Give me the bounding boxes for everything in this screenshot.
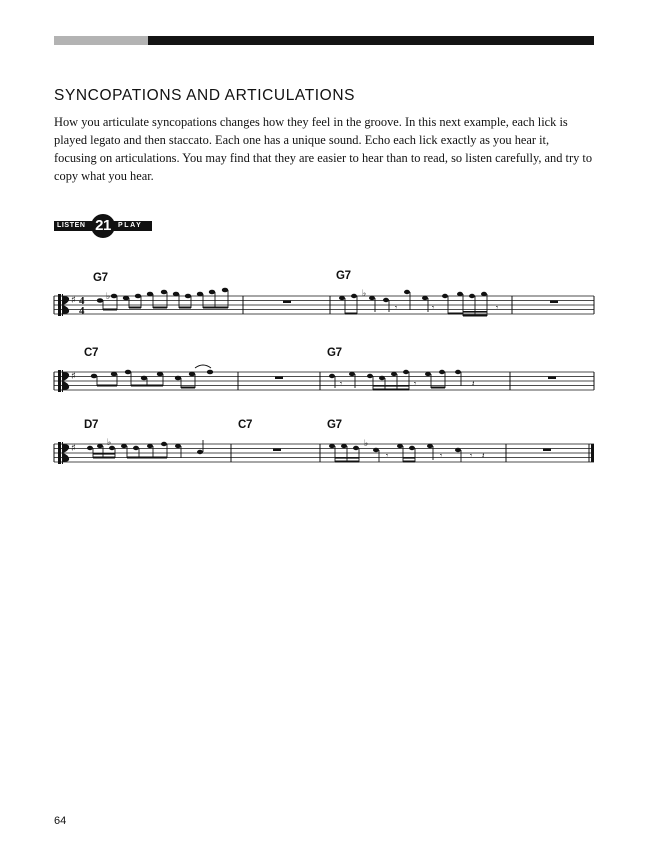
svg-text:♭: ♭: [106, 292, 111, 302]
svg-text:𝄾: 𝄾: [432, 303, 435, 312]
note-group: [329, 370, 475, 391]
clef-icon: [58, 294, 69, 464]
svg-text:𝄾: 𝄾: [440, 451, 443, 460]
svg-text:𝄾: 𝄾: [340, 379, 343, 388]
svg-text:4: 4: [79, 295, 85, 307]
svg-text:♯: ♯: [71, 371, 76, 382]
svg-text:𝄾: 𝄾: [496, 303, 499, 312]
svg-text:𝄽: 𝄽: [472, 379, 475, 388]
chord-symbol: G7: [93, 272, 108, 284]
chord-symbol: G7: [327, 347, 342, 359]
listen-label: LISTEN: [57, 222, 86, 229]
staff-system-1: [54, 296, 594, 314]
page-number: 64: [54, 815, 67, 827]
whole-rest: [273, 301, 558, 452]
svg-text:𝄾: 𝄾: [386, 451, 389, 460]
note-group: [97, 288, 228, 311]
staff-system-2: [54, 372, 594, 390]
svg-text:♯: ♯: [71, 443, 76, 454]
chord-symbol: G7: [327, 419, 342, 431]
svg-text:𝄾: 𝄾: [414, 379, 417, 388]
svg-text:♭: ♭: [107, 438, 112, 448]
svg-text:4: 4: [79, 305, 85, 317]
svg-text:♯: ♯: [71, 295, 76, 306]
intro-paragraph: How you articulate syncopations changes how they feel in the groove. In this next example, each lick is played legato and then staccato. Each one has a unique sound. Echo each lick exactly as you hear it, focusing on articulations. You may find that they are easier to hear than to read, so listen carefully, and try to copy what you hear.: [54, 115, 593, 183]
chord-symbol: C7: [238, 419, 253, 431]
svg-text:𝄽: 𝄽: [482, 451, 485, 460]
chord-symbol: C7: [84, 347, 99, 359]
note-group: [329, 439, 485, 463]
svg-text:𝄾: 𝄾: [470, 451, 473, 460]
svg-text:𝄾: 𝄾: [395, 303, 398, 312]
svg-text:♭: ♭: [364, 439, 369, 449]
chord-symbol: D7: [84, 419, 99, 431]
play-label: PLAY: [118, 222, 143, 229]
section-title: SYNCOPATIONS AND ARTICULATIONS: [54, 87, 356, 104]
chord-symbol: G7: [336, 270, 351, 282]
track-number: 21: [95, 217, 111, 234]
time-signature: [79, 295, 85, 317]
note-group: [339, 289, 498, 317]
svg-text:♭: ♭: [362, 289, 367, 299]
